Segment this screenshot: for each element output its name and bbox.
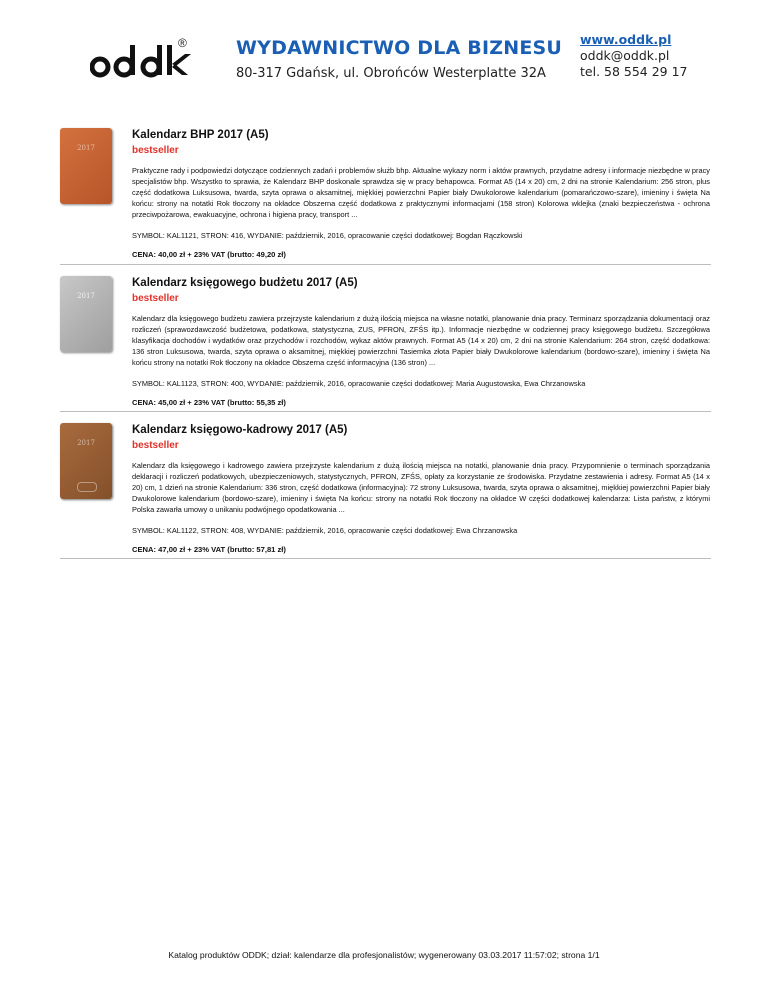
divider <box>60 411 711 412</box>
page-header <box>0 0 768 110</box>
contact-block <box>580 32 688 80</box>
product-meta: SYMBOL: KAL1123, STRON: 400, WYDANIE: październik, 2016, opracowanie części dodatkowej: Maria Augustowska, Ewa Chrzanowska <box>132 379 586 388</box>
product-cover-image[interactable]: 2017 <box>60 128 112 204</box>
product-cover-image[interactable]: 2017 <box>60 276 112 352</box>
product-price: CENA: 47,00 zł + 23% VAT (brutto: 57,81 zł) <box>132 545 286 554</box>
product-description: Kalendarz dla księgowego budżetu zawiera przejrzyste kalendarium z dużą ilością miejsca na własne notatki, planowanie dnia pracy. Terminarz sporządzania dokumentacji oraz rozliczeń (sprawozdawczość budżetowa, podatkowa, statystyczna, ZUS, PFRON, ZFŚS itp.). Informacje niezbędne w codziennej pracy księgowego budżetu. Szczegółowa klasyfikacja dochodów i wydatków oraz przychodów i rozchodów, wykaz aktów prawnych. Format A5 (14 x 20) cm, 2 dni na stronie Kalendarium: 264 stron, część dodatkowa: 136 stron Luksusowa, twarda, szyta oprawa o aksamitnej, miękkiej powierzchni Tasiemka złota Papier biały Dwukolorowe kalendarium (bordowo-szare), imieniny i święta Na końcu strony na notatki Rok tłoczony na okładce Obszerna część informacyjna (136 stron) ... <box>132 314 710 367</box>
product-title[interactable]: Kalendarz księgowego budżetu 2017 (A5) <box>132 277 358 289</box>
product-description: Kalendarz dla księgowego i kadrowego zawiera przejrzyste kalendarium z dużą ilością miejsca na notatki, planowanie dnia pracy. Przypomnienie o terminach sporządzania deklaracji i rozliczeń podatkowych, ubezpieczeniowych, statystycznych, PFRON, ZFŚS, opłaty za korzystanie ze środowiska. Przydatne zestawienia i adresy. Format A5 (14 x 20) cm, 1 dzień na stronie Kalendarium: 336 stron, część dodatkowa (informacyjna): 72 strony Luksusowa, twarda, szyta oprawa o aksamitnej, miękkiej powierzchni Papier biały Dwukolorowe kalendarium (bordowo-szare), imieniny i święta Na końcu: strony na notatki Rok tłoczony na okładce W części dodatkowej kalendarza: Lista państw, z którymi Polska zawarła umowy o unikaniu podwójnego opodatkowania ... <box>132 461 710 514</box>
bestseller-badge: bestseller <box>132 145 179 156</box>
product-title[interactable]: Kalendarz księgowo-kadrowy 2017 (A5) <box>132 424 348 436</box>
website-link[interactable]: www.oddk.pl <box>580 32 672 47</box>
product-details <box>132 128 710 259</box>
product-description: Praktyczne rady i podpowiedzi dotyczące codziennych zadań i problemów służb bhp. Aktualne wykazy norm i aktów prawnych, przydatne adresy i informacje niezbędne w pracy specjalistów bhp. Wszystko to sprawia, że Kalendarz BHP doskonale sprawdza się w pracy behapowca. Format A5 (14 x 20) cm, 2 dni na stronie Kalendarium: 256 stron, plus część dodatkowa Luksusowa, twarda, szyta oprawa o aksamitnej, miękkiej powierzchni Papier biały Dwukolorowe kalendarium (pomarańczowo-szare), imieniny i święta Na końcu: strony na notatki Rok tłoczony na okładce Obszerna część dodatkowa z praktycznymi informacjami (158 stron) Kolorowa wklejka (znaki bezpieczeństwa - ochrona przeciwpożarowa, ewakuacyjne, ochrona i higiena pracy, transport ... <box>132 166 710 219</box>
product-title[interactable]: Kalendarz BHP 2017 (A5) <box>132 129 269 141</box>
product-details <box>132 423 710 554</box>
product-cover-image[interactable]: 2017 <box>60 423 112 499</box>
publisher-address: 80-317 Gdańsk, ul. Obrońców Westerplatte 32A <box>236 66 546 81</box>
email-link[interactable]: oddk@oddk.pl <box>580 48 670 63</box>
product-price: CENA: 45,00 zł + 23% VAT (brutto: 55,35 zł) <box>132 398 286 407</box>
phone-number: tel. 58 554 29 17 <box>580 64 688 79</box>
bestseller-badge: bestseller <box>132 293 179 304</box>
publisher-name: WYDAWNICTWO DLA BIZNESU <box>236 37 563 59</box>
divider <box>60 264 711 265</box>
divider <box>60 558 711 559</box>
product-price: CENA: 40,00 zł + 23% VAT (brutto: 49,20 zł) <box>132 250 286 259</box>
registered-mark: ® <box>178 36 187 50</box>
bestseller-badge: bestseller <box>132 440 179 451</box>
product-meta: SYMBOL: KAL1122, STRON: 408, WYDANIE: październik, 2016, opracowanie części dodatkowej: Ewa Chrzanowska <box>132 526 518 535</box>
product-details <box>132 276 710 407</box>
page-footer: Katalog produktów ODDK; dział: kalendarze dla profesjonalistów; wygenerowany 03.03.2017 11:57:02; strona 1/1 <box>168 950 600 960</box>
product-meta: SYMBOL: KAL1121, STRON: 416, WYDANIE: październik, 2016, opracowanie części dodatkowej: Bogdan Rączkowski <box>132 231 523 240</box>
